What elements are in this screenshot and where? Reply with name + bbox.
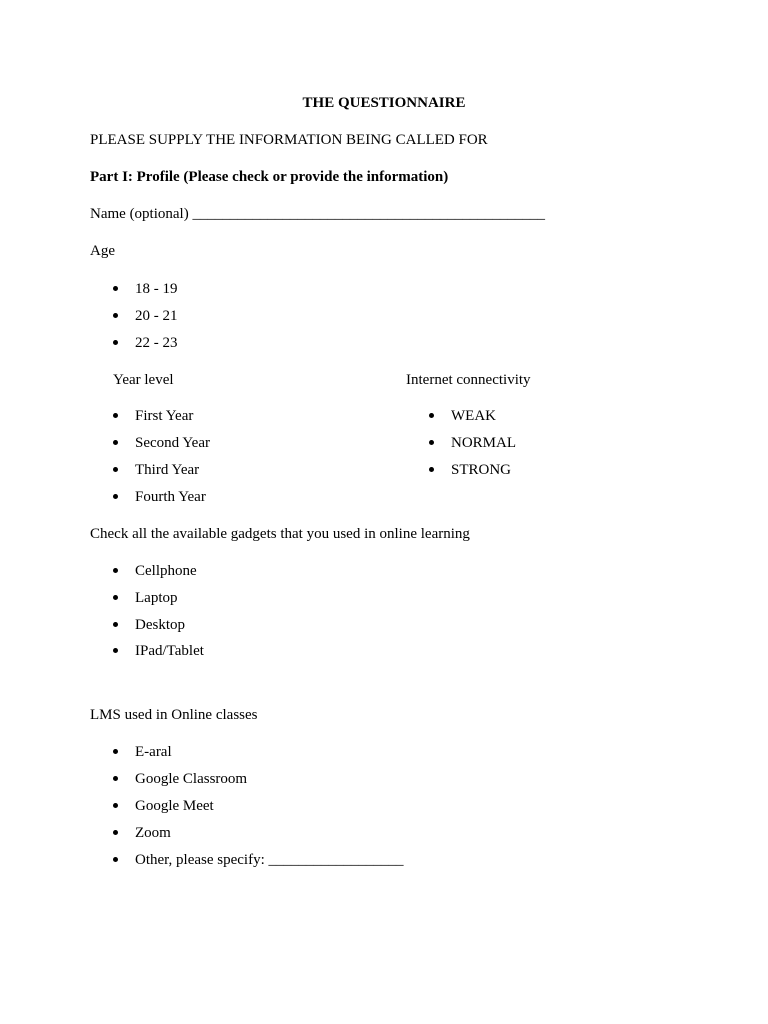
internet-option: WEAK [451,408,496,424]
bullet-icon [113,776,118,781]
bullet-icon [113,857,118,862]
year-level-option: Third Year [135,462,200,478]
internet-option: STRONG [451,462,512,478]
lms-option: Other, please specify: __________________ [135,852,404,868]
lms-option: Google Classroom [135,771,248,787]
lms-option: Zoom [135,825,171,841]
bullet-icon [429,440,434,445]
year-level-option: Fourth Year [135,489,206,505]
internet-option: NORMAL [451,435,517,451]
bullet-icon [113,467,118,472]
bullet-icon [113,595,118,600]
bullet-icon [113,749,118,754]
bullet-icon [113,830,118,835]
bullet-icon [113,803,118,808]
gadget-option: Desktop [135,617,185,633]
part1-heading: Part I: Profile (Please check or provide the information) [90,169,449,185]
bullet-icon [113,622,118,627]
year-level-option: Second Year [135,435,210,451]
year-level-option: First Year [135,408,194,424]
lms-label: LMS used in Online classes [90,707,258,723]
gadget-option: IPad/Tablet [135,643,204,659]
bullet-icon [113,494,118,499]
lms-option: Google Meet [135,798,214,814]
page-title: THE QUESTIONNAIRE [302,95,466,111]
name-field-line: Name (optional) _______________________________________________ [90,206,545,222]
bullet-icon [113,440,118,445]
age-option: 18 - 19 [135,281,178,297]
bullet-icon [113,568,118,573]
internet-connectivity-label: Internet connectivity [406,372,531,388]
bullet-icon [429,467,434,472]
gadget-option: Laptop [135,590,178,606]
gadget-option: Cellphone [135,563,197,579]
bullet-icon [113,286,118,291]
bullet-icon [113,313,118,318]
bullet-icon [113,340,118,345]
age-option: 22 - 23 [135,335,178,351]
year-level-label: Year level [113,372,174,388]
bullet-icon [429,413,434,418]
instruction-text: PLEASE SUPPLY THE INFORMATION BEING CALLED FOR [90,132,488,148]
age-option: 20 - 21 [135,308,178,324]
bullet-icon [113,413,118,418]
lms-option: E-aral [135,744,172,760]
gadgets-label: Check all the available gadgets that you used in online learning [90,526,470,542]
age-label: Age [90,243,115,259]
bullet-icon [113,648,118,653]
